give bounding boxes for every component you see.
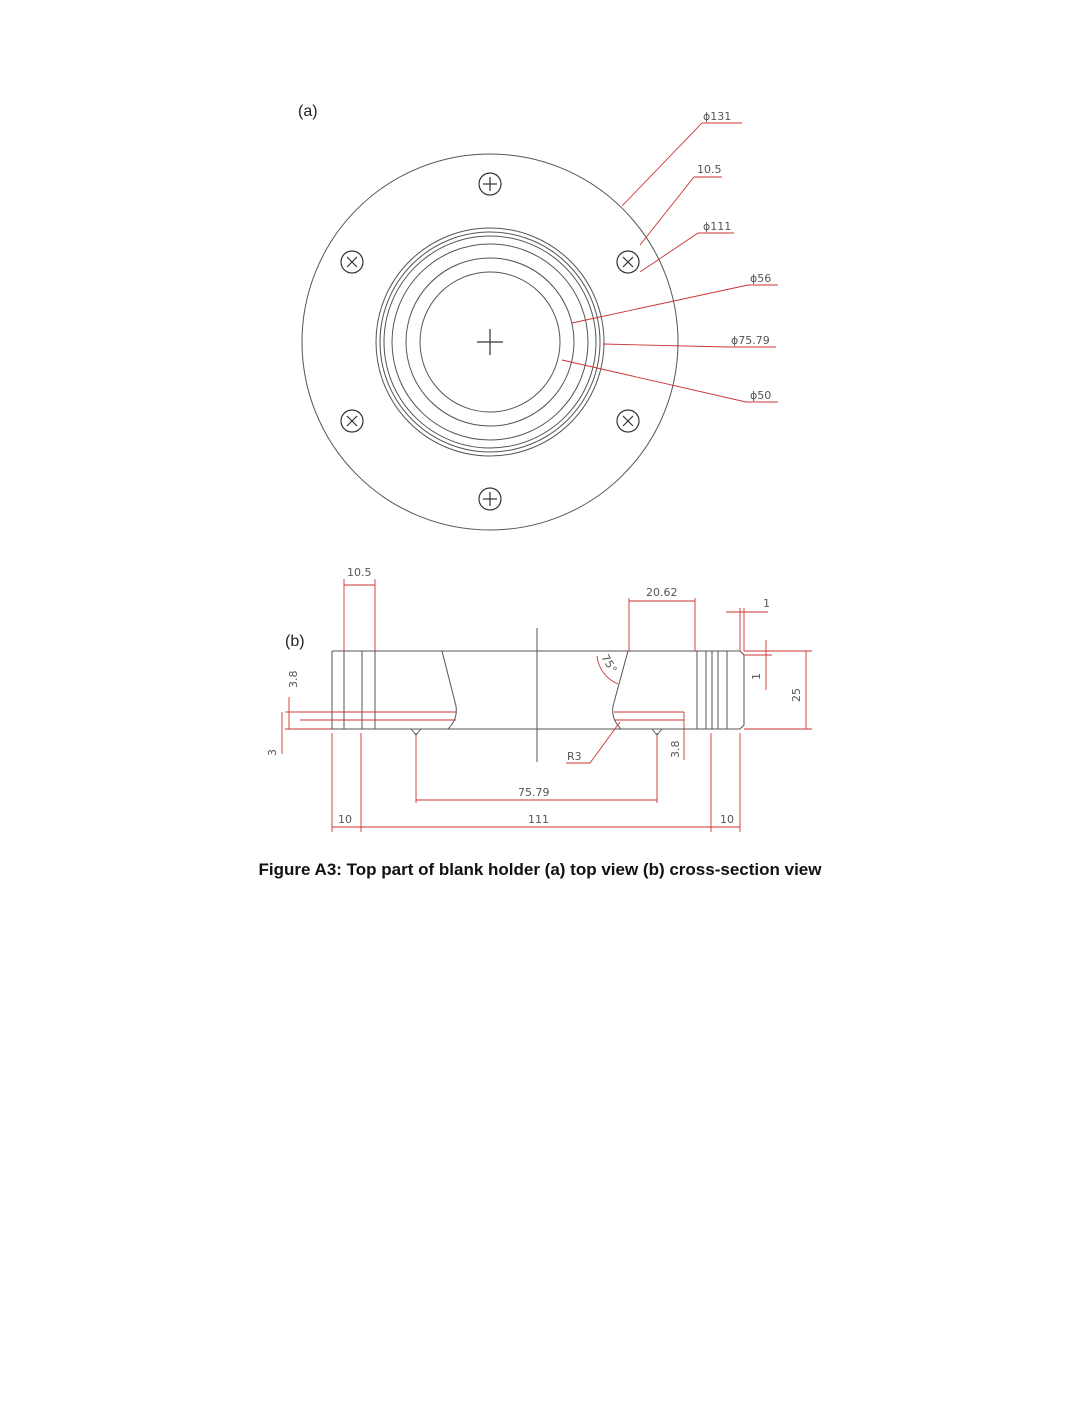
- dim-50: ϕ50: [750, 389, 772, 402]
- dim-section-r3: R3: [567, 750, 582, 763]
- leader-111: [640, 233, 734, 272]
- bolt-hole-upper-left: [341, 251, 363, 273]
- center-cross: [477, 329, 503, 355]
- dim-section-10-left: 10: [338, 813, 352, 826]
- top-view: [298, 103, 778, 530]
- bolt-hole-lower-left: [341, 410, 363, 432]
- dim-section-3-8-right: 3.8: [669, 740, 682, 758]
- panel-label-b: (b): [285, 633, 305, 650]
- section-right-edge: [740, 651, 744, 729]
- leader-56: [572, 285, 778, 323]
- dim-section-3-8-left: 3.8: [287, 670, 300, 688]
- dim-75-79: ϕ75.79: [731, 334, 770, 347]
- panel-label-a: (a): [298, 103, 318, 120]
- dim-10-5-top: 10.5: [697, 163, 722, 176]
- bore-wall-left: [442, 651, 456, 729]
- bolt-hole-top: [479, 173, 501, 195]
- leader-10-5: [640, 177, 722, 245]
- figure-caption: Figure A3: Top part of blank holder (a) top view (b) cross-section view: [258, 860, 822, 879]
- dim-section-75-79: 75.79: [518, 786, 550, 799]
- dim-section-10-5: 10.5: [347, 566, 372, 579]
- dim-section-25: 25: [790, 688, 803, 702]
- dim-section-angle-75: 75°: [598, 652, 620, 676]
- bolt-hole-bottom: [479, 488, 501, 510]
- leader-131: [622, 123, 742, 206]
- section-view: [266, 566, 812, 832]
- dim-111: ϕ111: [703, 220, 732, 233]
- dim-56: ϕ56: [750, 272, 772, 285]
- bolt-hole-upper-right: [617, 251, 639, 273]
- dim-131: ϕ131: [703, 110, 732, 123]
- dim-section-1-top: 1: [763, 597, 770, 610]
- dim-section-1-side: 1: [750, 673, 763, 680]
- dim-section-3-left: 3: [266, 749, 279, 756]
- bolt-hole-lower-right: [617, 410, 639, 432]
- dim-section-10-right: 10: [720, 813, 734, 826]
- dim-section-111: 111: [528, 813, 549, 826]
- dim-section-20-62: 20.62: [646, 586, 678, 599]
